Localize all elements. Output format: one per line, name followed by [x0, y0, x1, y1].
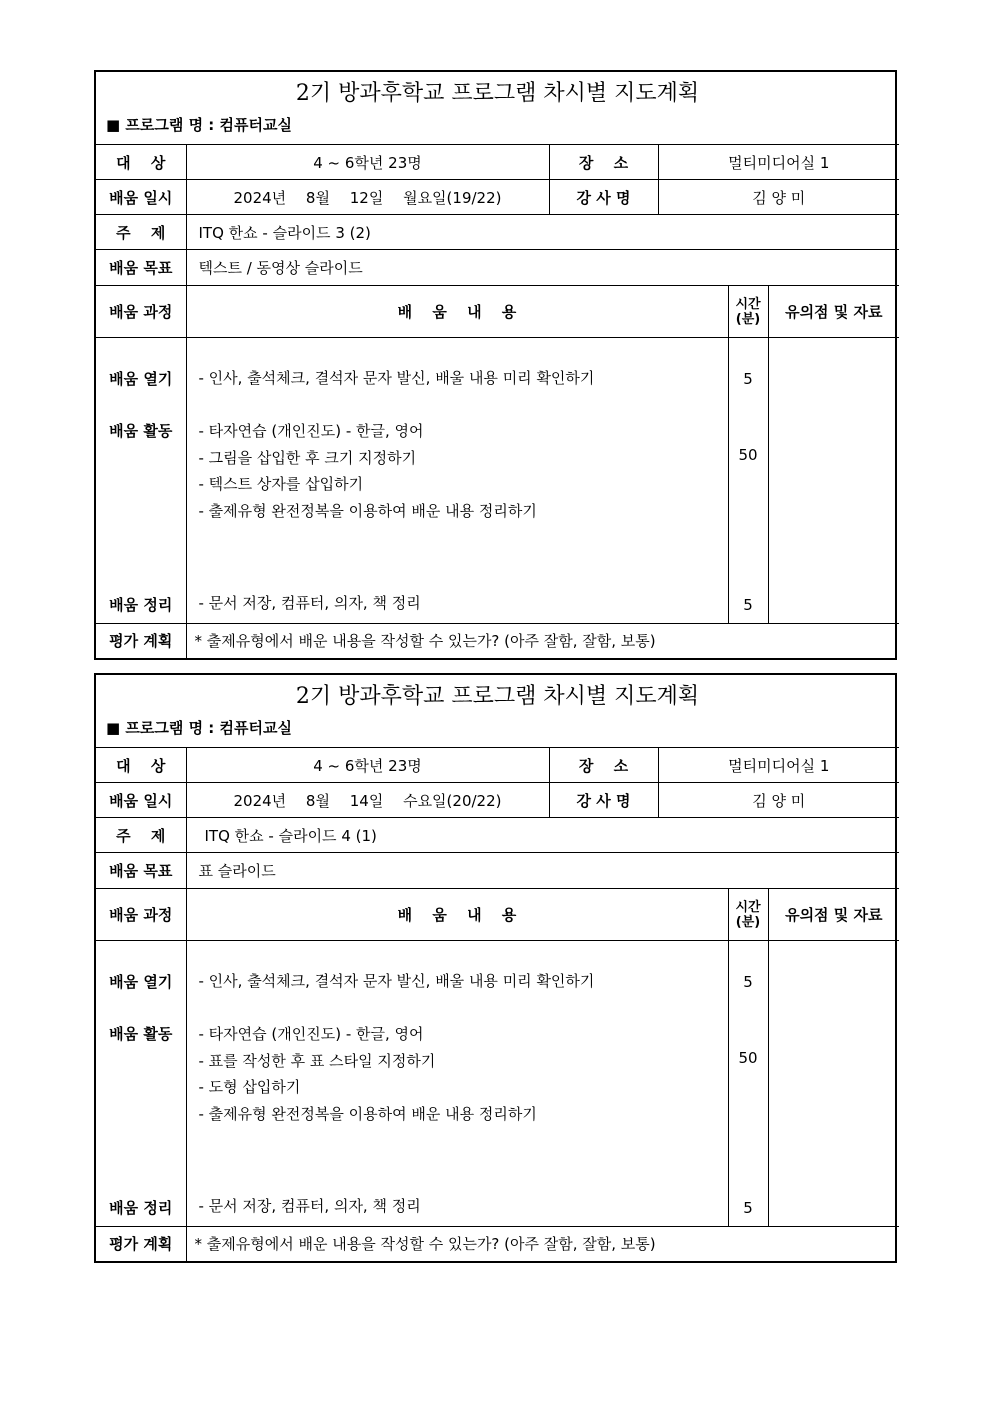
- stage-open: 배움 열기: [109, 370, 173, 388]
- content-header: 배 움 내 용: [186, 889, 728, 941]
- activity-item: - 출제유형 완전정복을 이용하여 배운 내용 정리하기: [198, 1105, 537, 1123]
- topic-label: 주 제: [96, 215, 186, 250]
- content-column: [186, 338, 728, 624]
- activity-item: - 도형 삽입하기: [198, 1078, 301, 1096]
- eval-value: * 출제유형에서 배운 내용을 작성할 수 있는가? (아주 잘함, 잘함, 보통): [186, 624, 899, 658]
- plan-title: 2기 방과후학교 프로그램 차시별 지도계획: [295, 81, 700, 106]
- stage-activity: 배움 활동: [109, 1025, 173, 1043]
- lesson-plan-table: [96, 72, 899, 658]
- stage-column: [96, 338, 186, 624]
- time-close: 5: [743, 1199, 753, 1217]
- process-label: 배움 과정: [96, 889, 186, 941]
- eval-label: 평가 계획: [96, 1227, 186, 1261]
- goal-value: 표 슬라이드: [186, 853, 899, 889]
- program-name: ■ 프로그램 명 : 컴퓨터교실: [106, 719, 292, 737]
- time-header: [728, 889, 768, 941]
- lesson-plan-2: [94, 673, 897, 1263]
- goal-value: 텍스트 / 동영상 슬라이드: [186, 250, 899, 286]
- plan-header: [96, 72, 899, 145]
- eval-value: * 출제유형에서 배운 내용을 작성할 수 있는가? (아주 잘함, 잘함, 보통): [186, 1227, 899, 1261]
- time-header: [728, 286, 768, 338]
- plan-title: 2기 방과후학교 프로그램 차시별 지도계획: [295, 684, 700, 709]
- stage-activity: 배움 활동: [109, 422, 173, 440]
- lesson-plan-table: [96, 675, 899, 1261]
- time-header-line2: (분): [735, 914, 761, 930]
- date-value: 2024년 8월 12일 월요일(19/22): [186, 180, 549, 215]
- program-name: ■ 프로그램 명 : 컴퓨터교실: [106, 116, 292, 134]
- time-header-line2: (분): [735, 311, 761, 327]
- activity-item: - 텍스트 상자를 삽입하기: [198, 475, 364, 493]
- activity-item: - 출제유형 완전정복을 이용하여 배운 내용 정리하기: [198, 502, 537, 520]
- time-header-line1: 시간: [735, 296, 761, 312]
- close-item: - 문서 저장, 컴퓨터, 의자, 책 정리: [198, 594, 421, 612]
- target-label: 대 상: [96, 748, 186, 783]
- goal-label: 배움 목표: [96, 853, 186, 889]
- notes-column: [768, 941, 899, 1227]
- topic-value: ITQ 한쇼 - 슬라이드 4 (1): [186, 818, 899, 853]
- instructor-value: 김 양 미: [658, 180, 899, 215]
- target-value: 4 ~ 6학년 23명: [186, 145, 549, 180]
- open-item: - 인사, 출석체크, 결석자 문자 발신, 배울 내용 미리 확인하기: [198, 369, 595, 387]
- time-activity: 50: [738, 446, 758, 464]
- time-activity: 50: [738, 1049, 758, 1067]
- time-close: 5: [743, 596, 753, 614]
- eval-label: 평가 계획: [96, 624, 186, 658]
- topic-label: 주 제: [96, 818, 186, 853]
- time-header-line1: 시간: [735, 899, 761, 915]
- activity-item: - 타자연습 (개인진도) - 한글, 영어: [198, 422, 424, 440]
- place-label: 장 소: [549, 748, 658, 783]
- target-value: 4 ~ 6학년 23명: [186, 748, 549, 783]
- time-open: 5: [743, 973, 753, 991]
- content-column: [186, 941, 728, 1227]
- instructor-label: 강 사 명: [549, 180, 658, 215]
- instructor-value: 김 양 미: [658, 783, 899, 818]
- notes-header: 유의점 및 자료: [768, 889, 899, 941]
- plan-header: [96, 675, 899, 748]
- activity-item: - 타자연습 (개인진도) - 한글, 영어: [198, 1025, 424, 1043]
- time-open: 5: [743, 370, 753, 388]
- time-column: [728, 338, 768, 624]
- content-header: 배 움 내 용: [186, 286, 728, 338]
- stage-column: [96, 941, 186, 1227]
- goal-label: 배움 목표: [96, 250, 186, 286]
- stage-close: 배움 정리: [109, 596, 173, 614]
- stage-open: 배움 열기: [109, 973, 173, 991]
- stage-close: 배움 정리: [109, 1199, 173, 1217]
- time-column: [728, 941, 768, 1227]
- close-item: - 문서 저장, 컴퓨터, 의자, 책 정리: [198, 1197, 421, 1215]
- notes-header: 유의점 및 자료: [768, 286, 899, 338]
- place-label: 장 소: [549, 145, 658, 180]
- lesson-plan-1: [94, 70, 897, 660]
- date-value: 2024년 8월 14일 수요일(20/22): [186, 783, 549, 818]
- activity-item: - 그림을 삽입한 후 크기 지정하기: [198, 449, 417, 467]
- date-label: 배움 일시: [96, 783, 186, 818]
- open-item: - 인사, 출석체크, 결석자 문자 발신, 배울 내용 미리 확인하기: [198, 972, 595, 990]
- process-label: 배움 과정: [96, 286, 186, 338]
- notes-column: [768, 338, 899, 624]
- date-label: 배움 일시: [96, 180, 186, 215]
- activity-item: - 표를 작성한 후 표 스타일 지정하기: [198, 1052, 436, 1070]
- instructor-label: 강 사 명: [549, 783, 658, 818]
- topic-value: ITQ 한쇼 - 슬라이드 3 (2): [186, 215, 899, 250]
- place-value: 멀티미디어실 1: [658, 748, 899, 783]
- place-value: 멀티미디어실 1: [658, 145, 899, 180]
- target-label: 대 상: [96, 145, 186, 180]
